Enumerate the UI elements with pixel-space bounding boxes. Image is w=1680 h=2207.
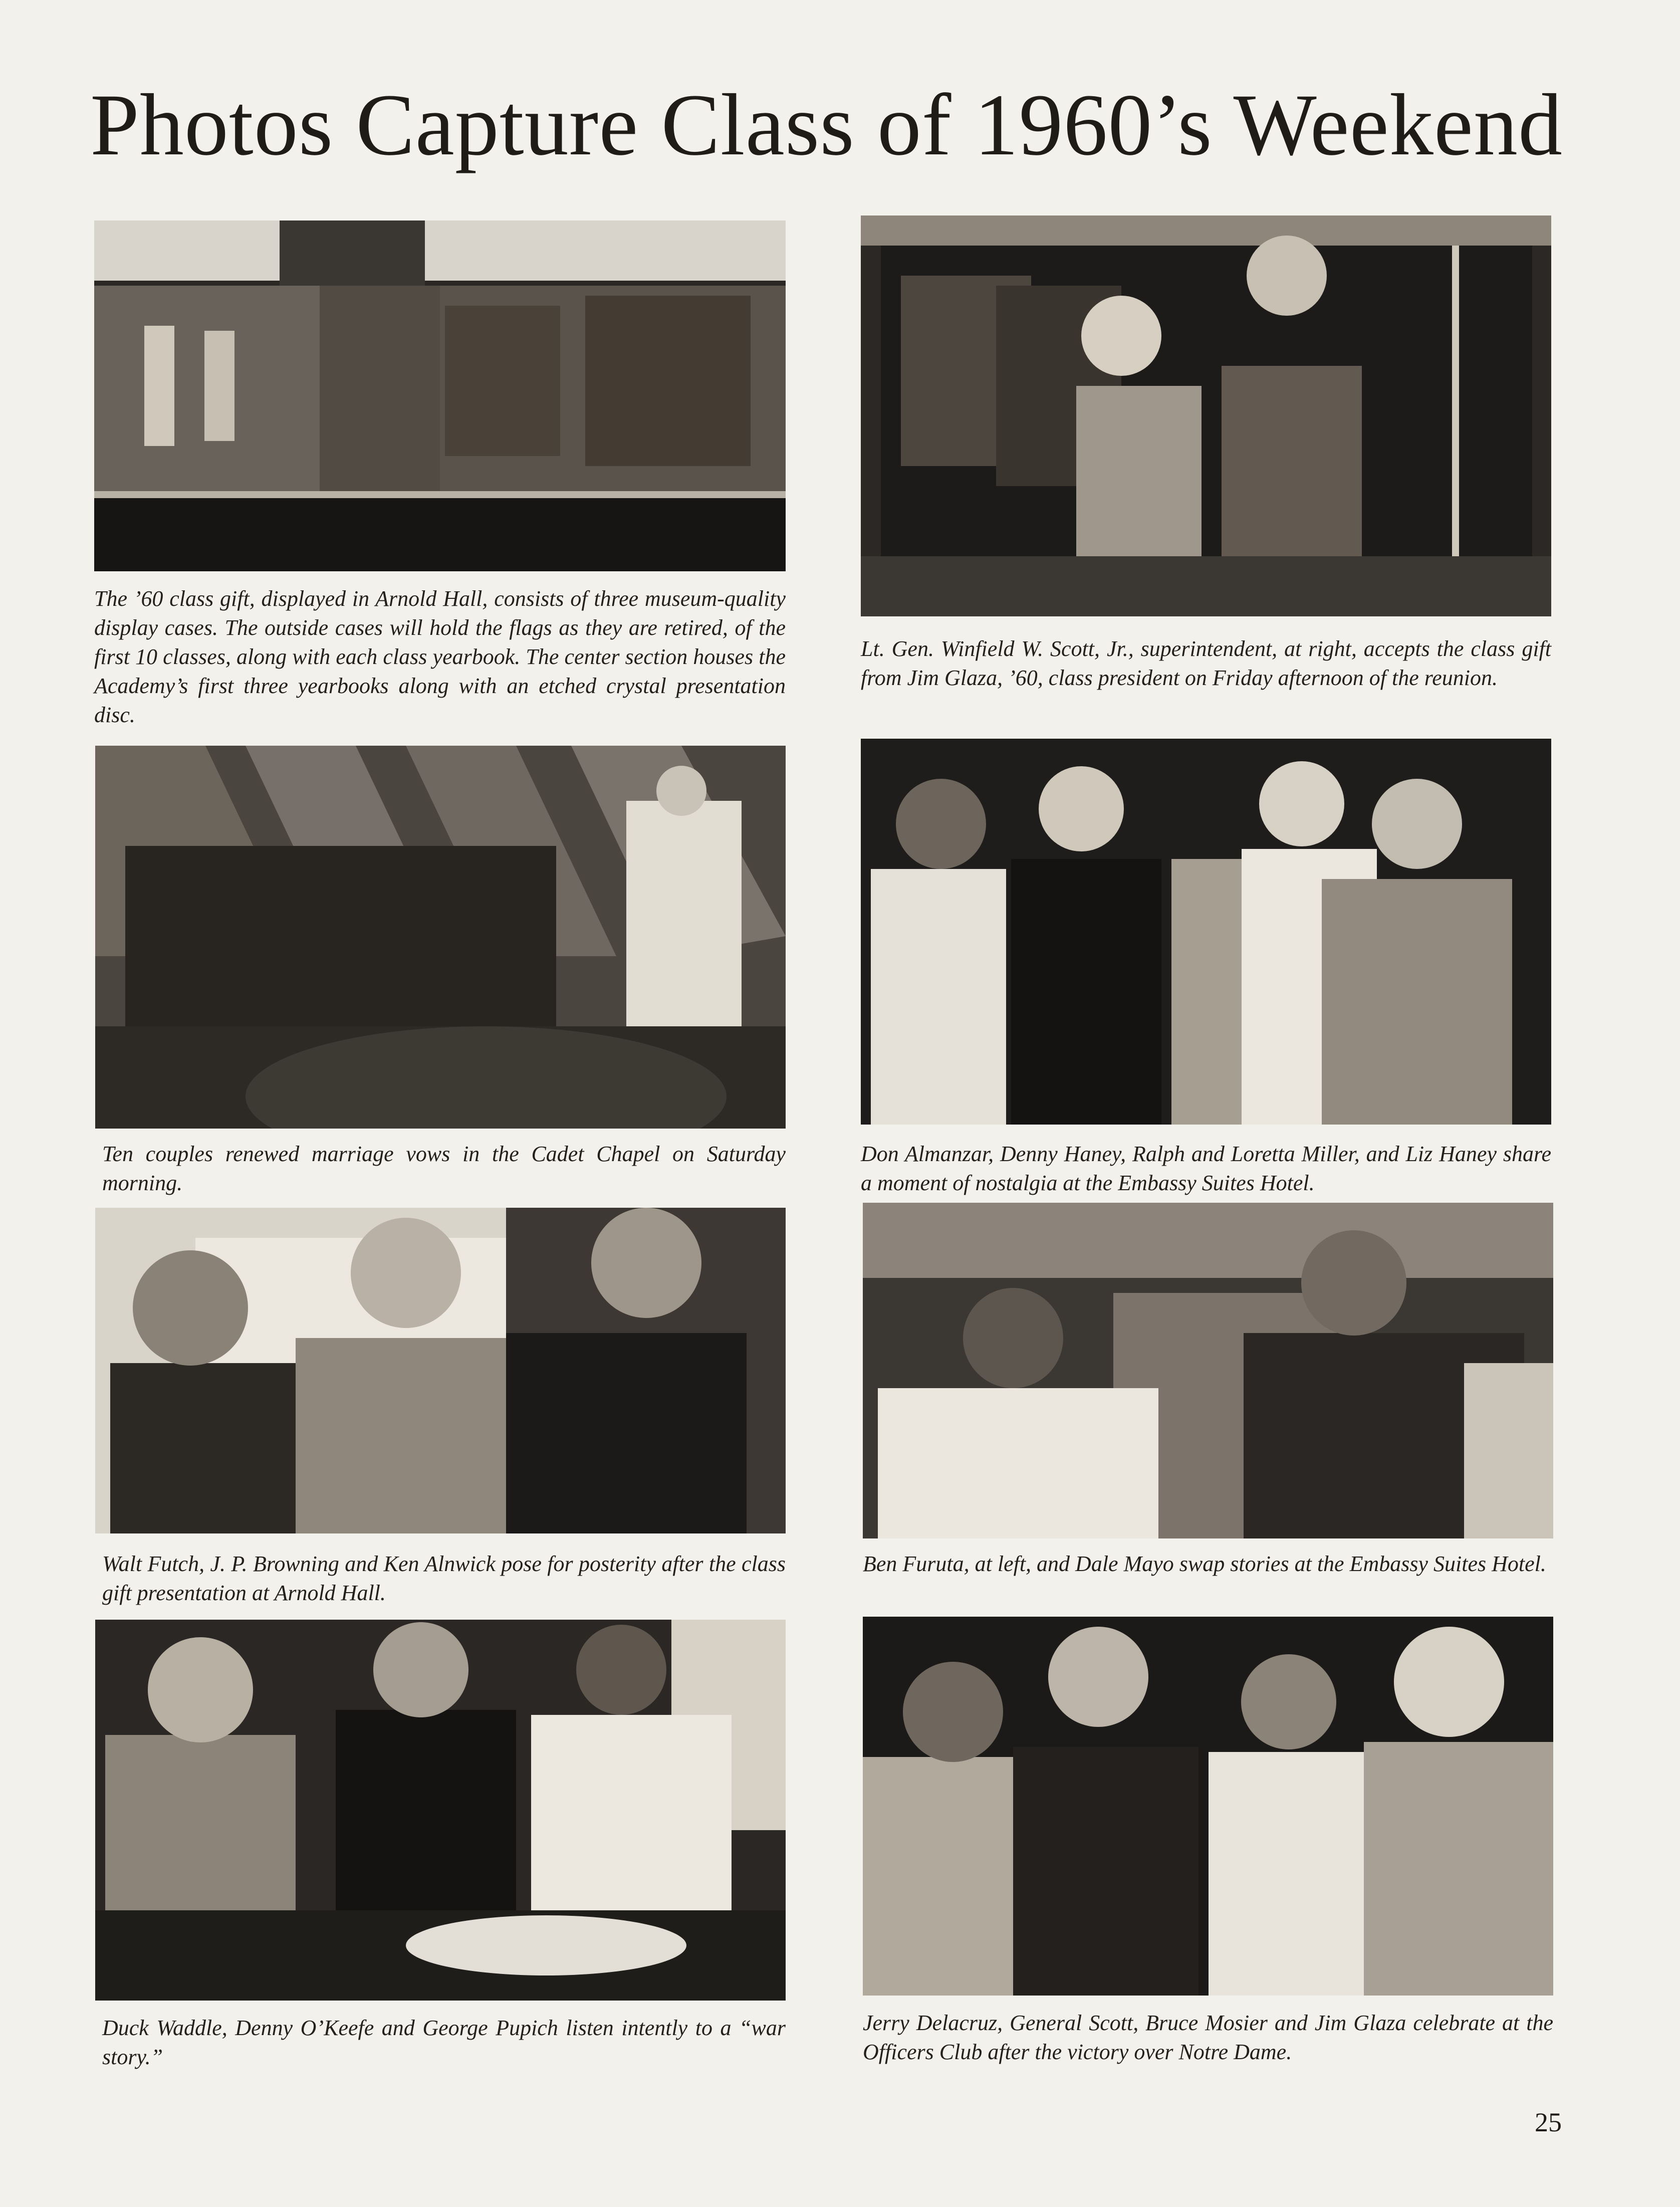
photo-arnold-hall-trio	[95, 1208, 786, 1533]
page-title: Photos Capture Class of 1960’s Weekend	[90, 76, 1563, 174]
photo-war-story	[95, 1620, 786, 2001]
caption-class-gift-display: The ’60 class gift, displayed in Arnold Hall, consists of three museum-quality display cases. The outside cases will hold the flags as they are retired, of the first 10 classes, along with each class yearbook. The center section houses the Academy’s first three yearbooks along with an etched crystal presentation disc.	[94, 586, 786, 727]
photo-vow-renewal	[95, 746, 786, 1129]
caption-arnold-hall-trio: Walt Futch, J. P. Browning and Ken Alnwick pose for posterity after the class gift presentation at Arnold Hall.	[102, 1552, 786, 1605]
caption-vow-renewal: Ten couples renewed marriage vows in the Cadet Chapel on Saturday morning.	[102, 1142, 786, 1195]
caption-war-story: Duck Waddle, Denny O’Keefe and George Pupich listen intently to a “war story.”	[102, 2016, 786, 2069]
caption-officers-club: Jerry Delacruz, General Scott, Bruce Mosier and Jim Glaza celebrate at the Officers Club after the victory over Notre Dame.	[863, 2011, 1553, 2064]
photo-gift-acceptance	[861, 215, 1551, 616]
photo-embassy-pair	[863, 1203, 1553, 1538]
photo-officers-club	[863, 1617, 1553, 1996]
caption-embassy-pair: Ben Furuta, at left, and Dale Mayo swap stories at the Embassy Suites Hotel.	[863, 1552, 1546, 1576]
photo-embassy-group	[861, 739, 1551, 1125]
photo-class-gift-display	[94, 220, 786, 571]
caption-gift-acceptance: Lt. Gen. Winfield W. Scott, Jr., superintendent, at right, accepts the class gift from Jim Glaza, ’60, class president on Friday afternoon of the reunion.	[861, 636, 1551, 690]
page-number: 25	[1535, 2107, 1562, 2137]
caption-embassy-group: Don Almanzar, Denny Haney, Ralph and Loretta Miller, and Liz Haney share a moment of nostalgia at the Embassy Suites Hotel.	[861, 1142, 1551, 1195]
